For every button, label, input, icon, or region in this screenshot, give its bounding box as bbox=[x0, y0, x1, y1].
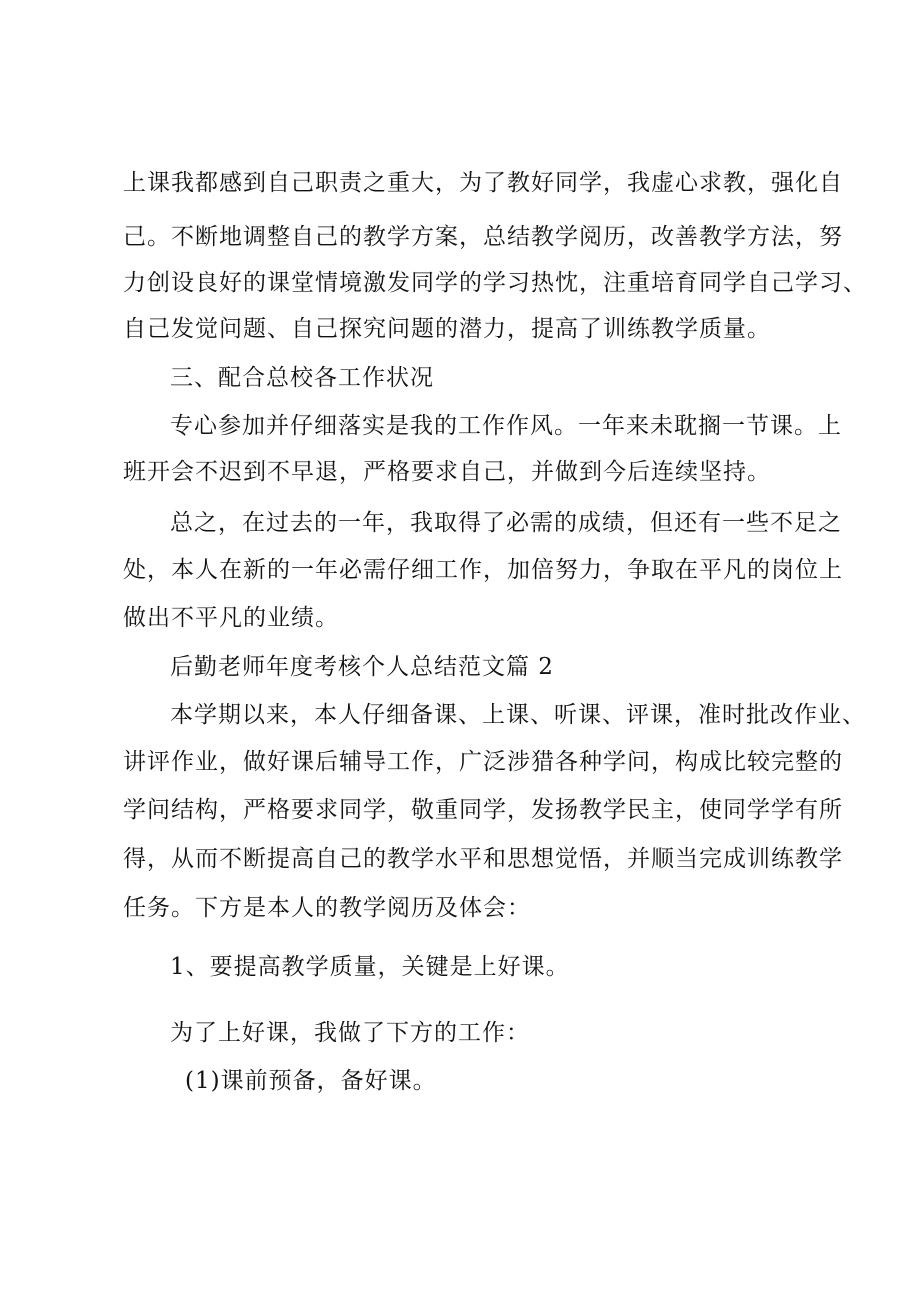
paragraph-line: 专心参加并仔细落实是我的工作作风。一年来未耽搁一节课。上 bbox=[170, 413, 842, 439]
paragraph-line: 班开会不迟到不早退，严格要求自己，并做到今后连续坚持。 bbox=[123, 459, 771, 485]
paragraph-line: 学问结构，严格要求同学，敬重同学，发扬教学民主，使同学学有所 bbox=[123, 797, 843, 823]
paragraph-line: 做出不平凡的业绩。 bbox=[123, 605, 339, 631]
paragraph-line: 上课我都感到自己职责之重大，为了教好同学，我虚心求教，强化自 bbox=[123, 170, 843, 196]
paragraph-line: 总之，在过去的一年，我取得了必需的成绩，但还有一些不足之 bbox=[170, 510, 842, 536]
list-item: 1、要提高教学质量，关键是上好课。 bbox=[170, 954, 570, 980]
paragraph-line: 本学期以来，本人仔细备课、上课、听课、评课，准时批改作业、 bbox=[170, 702, 866, 728]
paragraph-line: 任务。下方是本人的教学阅历及体会： bbox=[123, 895, 531, 921]
paragraph-line: 自己发觉问题、自己探究问题的潜力，提高了训练教学质量。 bbox=[123, 316, 771, 342]
paragraph-line: 处，本人在新的一年必需仔细工作，加倍努力，争取在平凡的岗位上 bbox=[123, 557, 843, 583]
section-heading: 三、配合总校各工作状况 bbox=[170, 365, 434, 391]
paragraph-line: 己。不断地调整自己的教学方案，总结教学阅历，改善教学方法，努 bbox=[123, 224, 843, 250]
article-title: 后勤老师年度考核个人总结范文篇 2 bbox=[170, 654, 554, 680]
paragraph-line: 讲评作业，做好课后辅导工作，广泛涉猎各种学问，构成比较完整的 bbox=[123, 749, 843, 775]
list-item: (1)课前预备，备好课。 bbox=[185, 1068, 437, 1094]
paragraph-line: 得，从而不断提高自己的教学水平和思想觉悟，并顺当完成训练教学 bbox=[123, 846, 843, 872]
paragraph-line: 力创设良好的课堂情境激发同学的学习热忱，注重培育同学自己学习、 bbox=[123, 270, 867, 296]
paragraph-line: 为了上好课，我做了下方的工作： bbox=[170, 1020, 530, 1046]
